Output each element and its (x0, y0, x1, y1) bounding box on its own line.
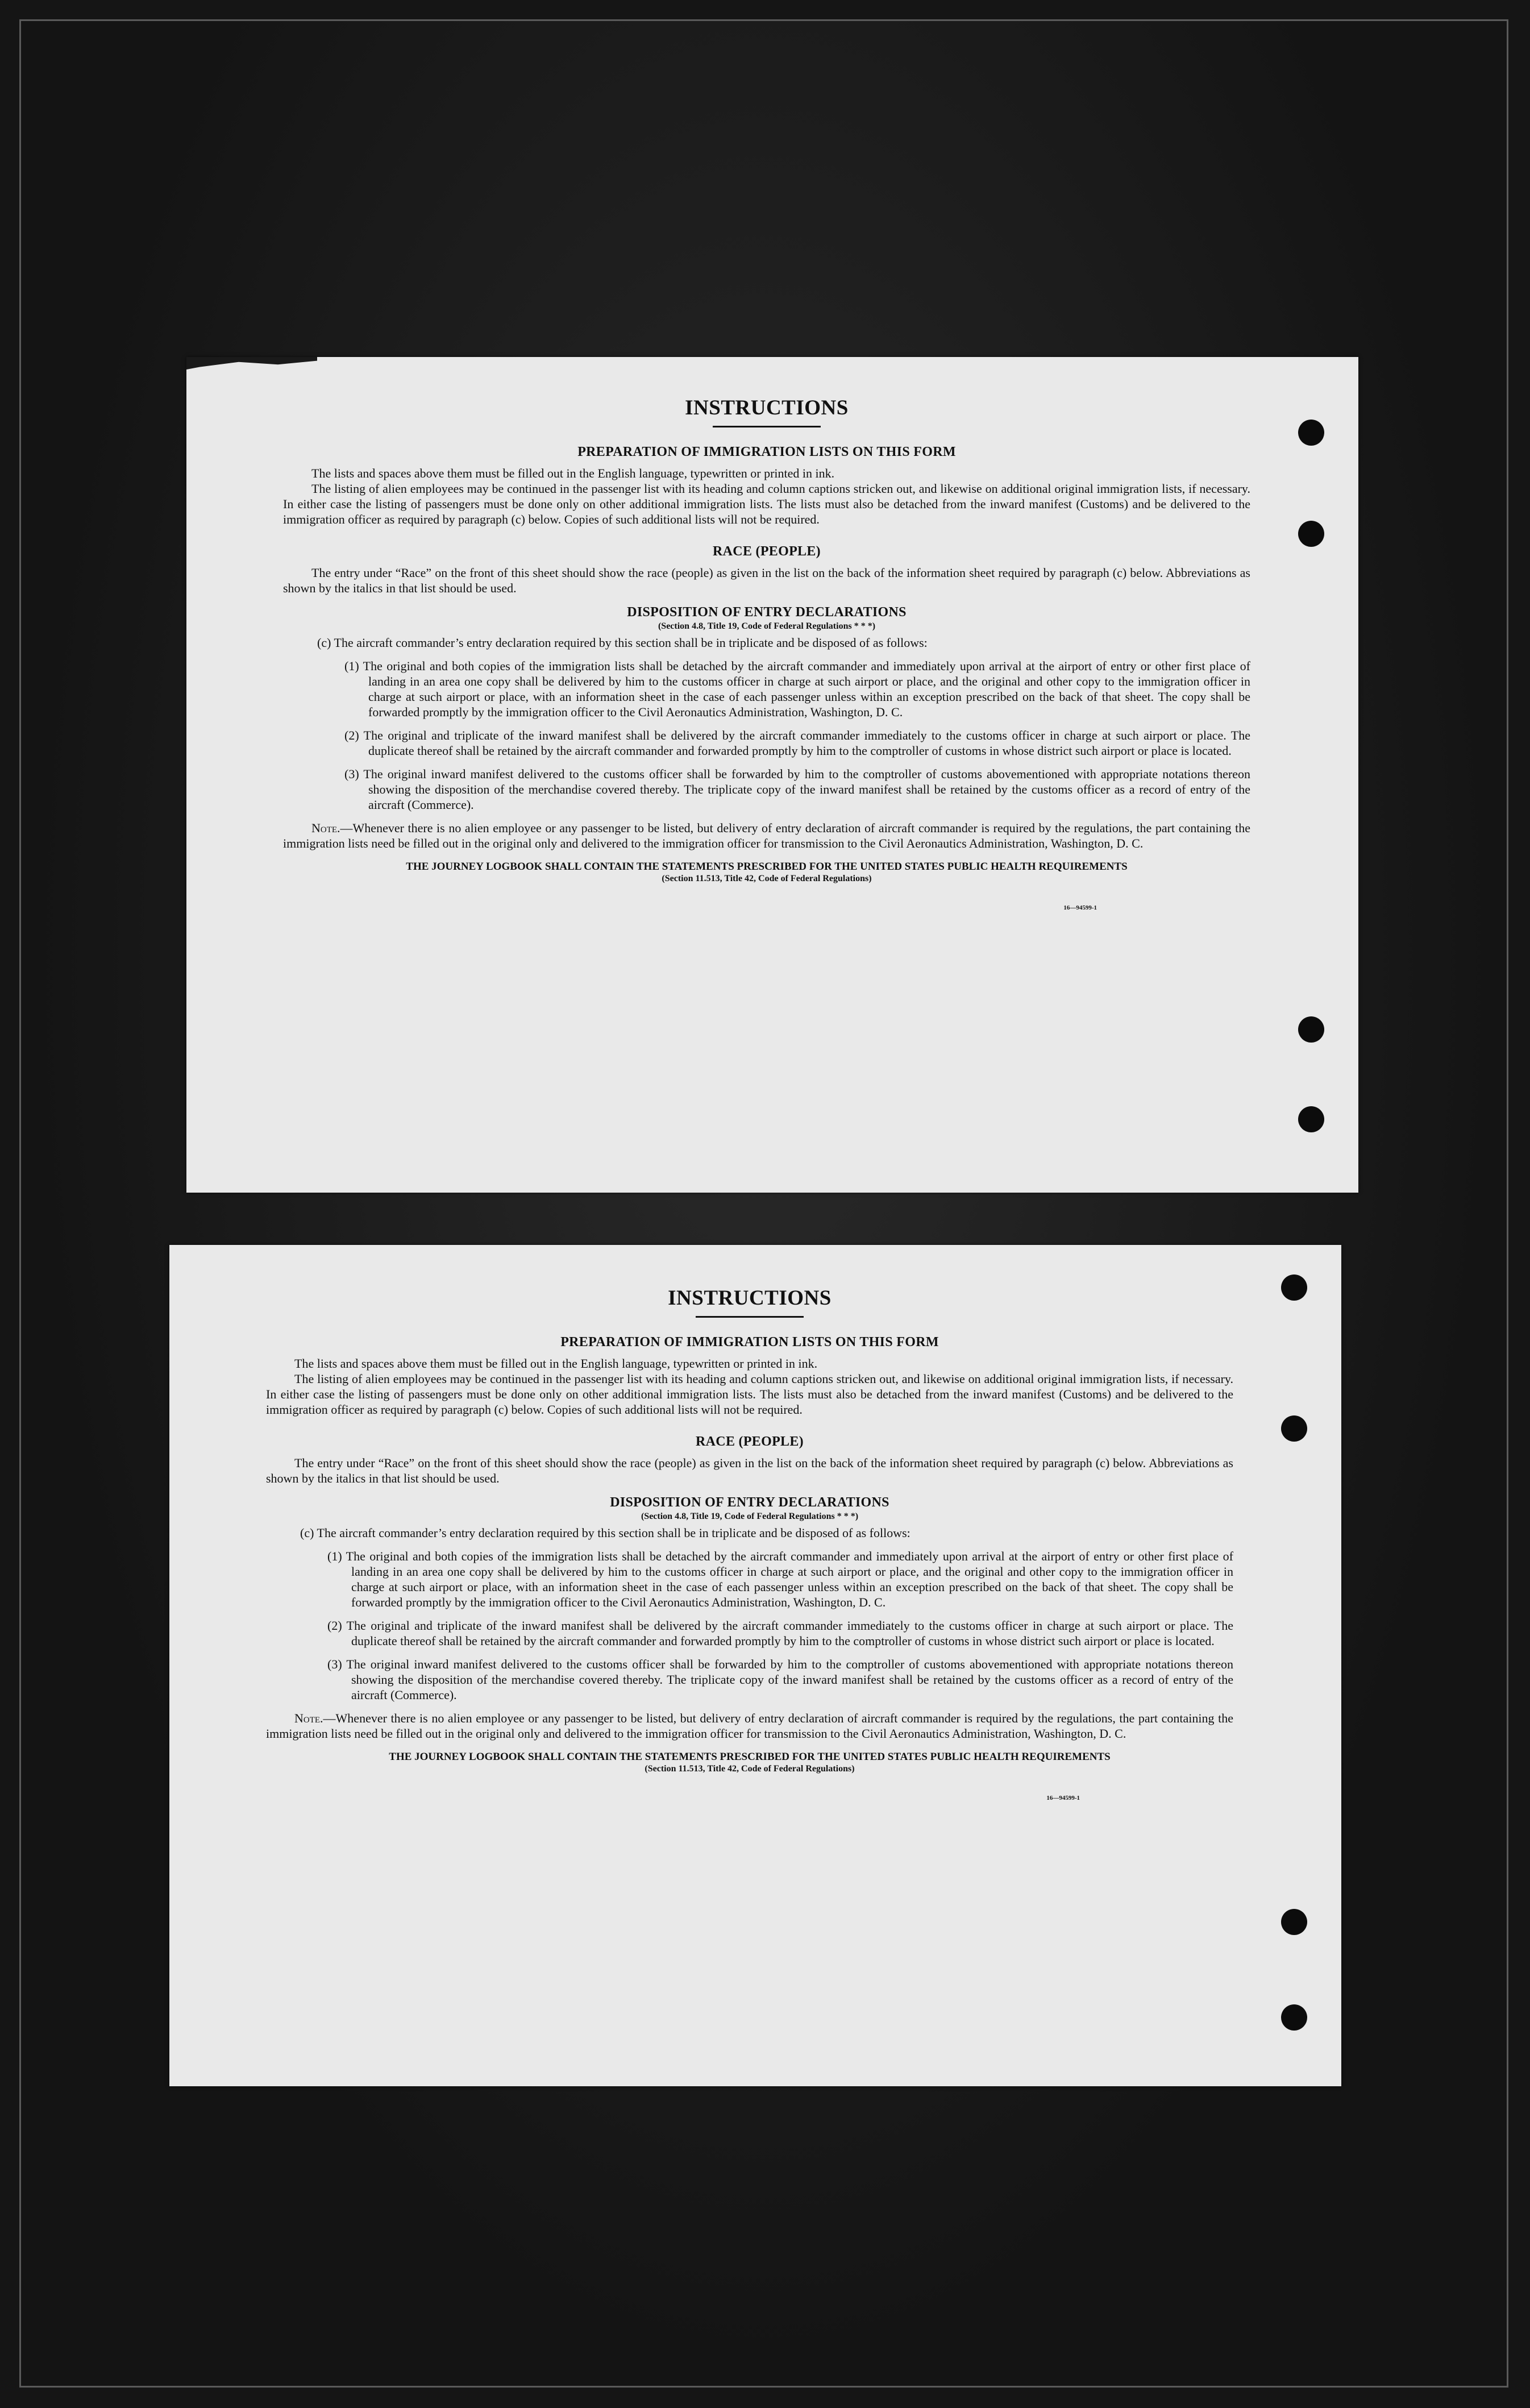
torn-corner (186, 357, 317, 369)
paragraph-preparation-2: The listing of alien employees may be continued in the passenger list with its heading and column captions stricken out, and likewise on additional original immigration lists, if necessary. In either case the listing of passengers must be done only on other additional immigration lists. The lists must also be detached from the inward manifest (Customs) and be delivered to the immigration officer as required by paragraph (c) below. Copies of such additional lists will not be required. (283, 481, 1250, 526)
paragraph-c: (c) The aircraft commander’s entry declaration required by this section shall be in triplicate and be disposed of as follows: (300, 1526, 910, 1540)
page-title: INSTRUCTIONS (668, 1286, 831, 1310)
note-text: —Whenever there is no alien employee or any passenger to be listed, but delivery of entry declaration of aircraft commander is required by the regulations, the part containing the immigration lists need be filled out in the original only and delivered to the immigration officer for transmission to the Civil Aeronautics Administration, Washington, D. C. (266, 1711, 1233, 1741)
footer-citation: (Section 11.513, Title 42, Code of Federal Regulations) (662, 874, 872, 883)
title-rule (696, 1316, 804, 1318)
form-number: 16—94599-1 (1046, 1795, 1080, 1801)
list-item-3: (3) The original inward manifest delivered to the customs officer shall be forwarded by him to the comptroller of customs abovementioned with appropriate notations thereon showing the disposition of the merchandise covered thereby. The triplicate copy of the inward manifest shall be retained by the customs officer as a record of entry of the aircraft (Commerce). (327, 1657, 1233, 1702)
note-text: —Whenever there is no alien employee or any passenger to be listed, but delivery of entry declaration of aircraft commander is required by the regulations, the part containing the immigration lists need be filled out in the original only and delivered to the immigration officer for transmission to the Civil Aeronautics Administration, Washington, D. C. (283, 821, 1250, 850)
punch-hole (1281, 1415, 1307, 1442)
punch-hole (1298, 1016, 1324, 1043)
instruction-sheet-bottom (169, 1245, 1341, 2086)
citation-disposition: (Section 4.8, Title 19, Code of Federal Regulations * * *) (658, 621, 876, 631)
paragraph-preparation-2: The listing of alien employees may be continued in the passenger list with its heading and column captions stricken out, and likewise on additional original immigration lists, if necessary. In either case the listing of passengers must be done only on other additional immigration lists. The lists must also be detached from the inward manifest (Customs) and be delivered to the immigration officer as required by paragraph (c) below. Copies of such additional lists will not be required. (266, 1372, 1233, 1417)
list-item-2: (2) The original and triplicate of the inward manifest shall be delivered by the aircraft commander immediately to the customs officer in charge at such airport or place. The duplicate thereof shall be retained by the aircraft commander and forwarded promptly by him to the comptroller of customs in whose district such airport or place is located. (344, 728, 1250, 758)
footer-citation: (Section 11.513, Title 42, Code of Federal Regulations) (645, 1764, 855, 1774)
section-heading-race: RACE (PEOPLE) (713, 544, 821, 559)
paragraph-c: (c) The aircraft commander’s entry declaration required by this section shall be in triplicate and be disposed of as follows: (317, 636, 928, 650)
list-item-3: (3) The original inward manifest delivered to the customs officer shall be forwarded by him to the comptroller of customs abovementioned with appropriate notations thereon showing the disposition of the merchandise covered thereby. The triplicate copy of the inward manifest shall be retained by the customs officer as a record of entry of the aircraft (Commerce). (344, 767, 1250, 812)
note-paragraph (266, 1710, 1233, 1741)
list-item-1: (1) The original and both copies of the immigration lists shall be detached by the aircraft commander and immediately upon arrival at the airport of entry or other first place of landing in an area one copy shall be delivered by him to the customs officer in charge at such airport or place, and the original and other copy to the immigration officer in charge at such airport or place, with an information sheet in the case of each passenger unless within an exception prescribed on the back of that sheet. The copy shall be forwarded promptly by the immigration officer to the Civil Aeronautics Administration, Washington, D. C. (344, 659, 1250, 719)
note-paragraph (283, 820, 1250, 851)
paragraph-preparation-1: The lists and spaces above them must be filled out in the English language, typewritten or printed in ink. (294, 1356, 818, 1371)
section-heading-disposition: DISPOSITION OF ENTRY DECLARATIONS (610, 1495, 889, 1510)
punch-hole (1298, 521, 1324, 547)
punch-hole (1281, 2004, 1307, 2031)
section-heading-preparation: PREPARATION OF IMMIGRATION LISTS ON THIS FORM (577, 445, 956, 459)
section-heading-disposition: DISPOSITION OF ENTRY DECLARATIONS (627, 605, 907, 620)
footer-statement: THE JOURNEY LOGBOOK SHALL CONTAIN THE STATEMENTS PRESCRIBED FOR THE UNITED STATES PUBLIC HEALTH REQUIREMENTS (389, 1751, 1111, 1763)
footer-statement: THE JOURNEY LOGBOOK SHALL CONTAIN THE STATEMENTS PRESCRIBED FOR THE UNITED STATES PUBLIC HEALTH REQUIREMENTS (406, 861, 1128, 873)
punch-hole (1281, 1274, 1307, 1301)
list-item-2: (2) The original and triplicate of the inward manifest shall be delivered by the aircraft commander immediately to the customs officer in charge at such airport or place. The duplicate thereof shall be retained by the aircraft commander and forwarded promptly by him to the comptroller of customs in whose district such airport or place is located. (327, 1618, 1233, 1648)
form-number: 16—94599-1 (1063, 904, 1097, 911)
sheet-content (283, 396, 1250, 911)
punch-hole (1281, 1909, 1307, 1935)
note-label: Note. (311, 821, 340, 835)
list-item-1: (1) The original and both copies of the immigration lists shall be detached by the aircraft commander and immediately upon arrival at the airport of entry or other first place of landing in an area one copy shall be delivered by him to the customs officer in charge at such airport or place, and the original and other copy to the immigration officer in charge at such airport or place, with an information sheet in the case of each passenger unless within an exception prescribed on the back of that sheet. The copy shall be forwarded promptly by the immigration officer to the Civil Aeronautics Administration, Washington, D. C. (327, 1549, 1233, 1609)
section-heading-race: RACE (PEOPLE) (696, 1434, 804, 1449)
sheet-content (266, 1286, 1233, 1801)
page-title: INSTRUCTIONS (685, 396, 849, 420)
punch-hole (1298, 420, 1324, 446)
paragraph-race: The entry under “Race” on the front of this sheet should show the race (people) as given in the list on the back of the information sheet required by paragraph (c) below. Abbreviations as shown by the italics in that list should be used. (283, 566, 1250, 595)
note-label: Note. (294, 1711, 323, 1725)
title-rule (713, 426, 821, 427)
punch-hole (1298, 1106, 1324, 1132)
citation-disposition: (Section 4.8, Title 19, Code of Federal Regulations * * *) (641, 1512, 859, 1521)
section-heading-preparation: PREPARATION OF IMMIGRATION LISTS ON THIS FORM (560, 1335, 939, 1350)
paragraph-race: The entry under “Race” on the front of this sheet should show the race (people) as given in the list on the back of the information sheet required by paragraph (c) below. Abbreviations as shown by the italics in that list should be used. (266, 1456, 1233, 1485)
instruction-sheet-top (186, 357, 1358, 1193)
paragraph-preparation-1: The lists and spaces above them must be filled out in the English language, typewritten or printed in ink. (311, 466, 835, 480)
